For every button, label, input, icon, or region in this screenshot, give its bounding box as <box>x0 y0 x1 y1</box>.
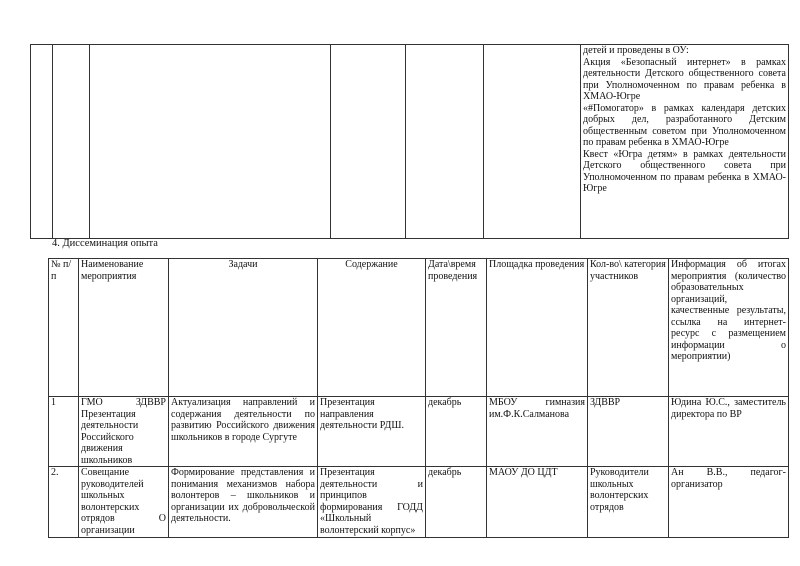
header-cell: Наименование мероприятия <box>79 259 169 397</box>
header-cell: Кол-во\ категория участников <box>588 259 669 397</box>
previous-table <box>30 44 789 239</box>
table-cell <box>331 45 406 239</box>
header-cell: Площадка проведения <box>487 259 588 397</box>
table-row <box>31 45 789 239</box>
header-cell: Содержание <box>318 259 426 397</box>
table-cell: Юдина Ю.С., заместитель директора по ВР <box>669 397 789 467</box>
table-cell <box>90 45 331 239</box>
dissemination-table <box>48 258 789 538</box>
section-heading: 4. Диссеминация опыта <box>52 238 158 249</box>
header-row <box>49 259 789 397</box>
table-row <box>49 467 789 538</box>
table-cell: 1 <box>49 397 79 467</box>
table-cell <box>581 45 789 239</box>
table-cell: Актуализация направлений и содержания деятельности по развитию Российского движения школьников в городе Сургуте <box>169 397 318 467</box>
table-cell <box>31 45 53 239</box>
table-cell: 2. <box>49 467 79 538</box>
cell-line: детей и проведены в ОУ: <box>583 45 689 56</box>
table-cell: ЗДВВР <box>588 397 669 467</box>
table-cell: МАОУ ДО ЦДТ <box>487 467 588 538</box>
table-cell: декабрь <box>426 467 487 538</box>
header-cell: Информация об итогах мероприятия (количество образовательных организаций, качественные результаты, ссылка на интернет- ресурс с размещением информации о мероприятии) <box>669 259 789 397</box>
table-cell: Ан В.В., педагог-организатор <box>669 467 789 538</box>
table-cell <box>406 45 484 239</box>
table-cell <box>484 45 581 239</box>
cell-line: Квест «Югра детям» в рамках деятельности Детского общественного совета при Уполномоченном по правам ребенка в ХМАО-Югре <box>583 148 786 194</box>
cell-line: Акция «Безопасный интернет» в рамках деятельности Детского общественного совета при Уполномоченном по правам ребенка в ХМАО-Югре <box>583 56 786 102</box>
table-row <box>49 397 789 467</box>
header-cell: Дата\время проведения <box>426 259 487 397</box>
header-cell: Задачи <box>169 259 318 397</box>
table-cell <box>53 45 90 239</box>
table-cell: Руководители школьных волонтерских отрядов <box>588 467 669 538</box>
table-cell: Формирование представления и понимания механизмов набора волонтеров – школьников и организации их добровольческой деятельности. <box>169 467 318 538</box>
table-cell: декабрь <box>426 397 487 467</box>
table-cell: Совещание руководителей школьных волонтерских отрядов О организации <box>79 467 169 538</box>
cell-line: «#Помогатор» в рамках календаря детских добрых дел, разработанного Детским общественным советом при Уполномоченном по правам ребенка в ХМАО-Югре <box>583 102 786 148</box>
table-cell: Презентация деятельности и принципов формирования ГОДД «Школьный волонтерский корпус» <box>318 467 426 538</box>
table-cell: МБОУ гимназия им.Ф.К.Салманова <box>487 397 588 467</box>
header-cell: № п/п <box>49 259 79 397</box>
table-cell: Презентация направления деятельности РДШ. <box>318 397 426 467</box>
table-cell: ГМО ЗДВВР Презентация деятельности Российского движения школьников <box>79 397 169 467</box>
